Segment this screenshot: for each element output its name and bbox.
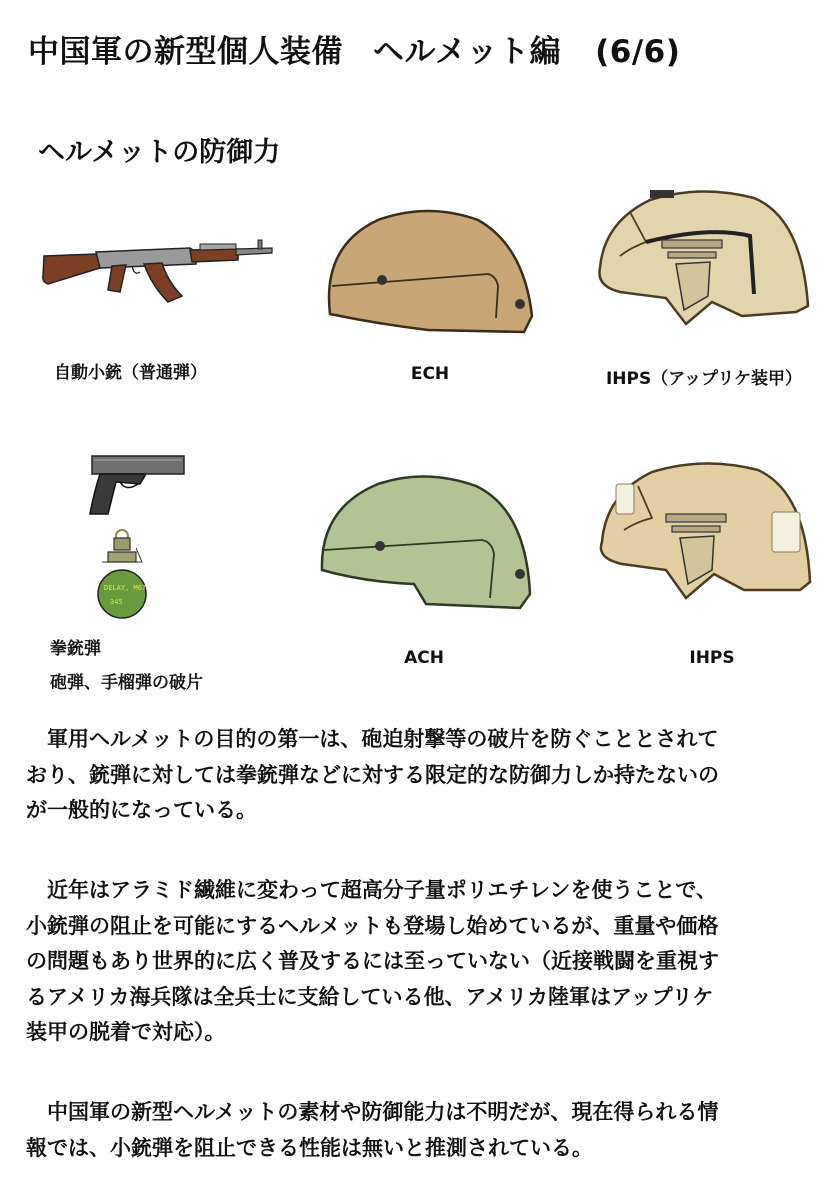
ihps-helmet-image: [592, 458, 814, 610]
text-line: 装甲の脱着で対応）。: [26, 1020, 226, 1044]
grenade-icon: [96, 528, 146, 632]
ihps-label: IHPS: [689, 648, 735, 668]
page-number: (6/6): [595, 34, 681, 70]
paragraph-3: [26, 1095, 816, 1166]
ihps-applique-label: IHPS（アップリケ装甲）: [605, 369, 803, 389]
text-line: 軍用ヘルメットの目的の第一は、砲迫射撃等の破片を防ぐこととされて: [26, 727, 719, 751]
section-heading: ヘルメットの防御力: [38, 137, 281, 168]
fragment-caption: 砲弾、手榴弾の破片: [50, 673, 203, 693]
pistol-caption: 拳銃弾: [50, 639, 101, 659]
text-line: おり、銃弾に対しては拳銃弾などに対する限定的な防御力しか持たないの: [26, 762, 719, 787]
ach-helmet-image: [314, 472, 536, 610]
ihps-applique-helmet-image: [590, 186, 812, 336]
ech-label: ECH: [410, 364, 450, 384]
pistol-icon: [86, 452, 190, 518]
rifle-caption: 自動小銃（普通弾）: [54, 363, 207, 383]
paragraph-1: [26, 722, 816, 829]
grenade-label: DELAY, M67: [104, 584, 147, 592]
ach-label: ACH: [404, 648, 444, 668]
text-line: が一般的になっている。: [26, 798, 257, 822]
text-line: 小銃弾の阻止を可能にするヘルメットも登場し始めているが、重量や価格: [26, 913, 719, 938]
title-main: 中国軍の新型個人装備: [28, 34, 343, 70]
text-line: 近年はアラミド繊維に変わって超高分子量ポリエチレンを使うことで、: [26, 878, 718, 902]
text-line: 中国軍の新型ヘルメットの素材や防御能力は不明だが、現在得られる情: [26, 1100, 719, 1124]
page-title: [28, 26, 680, 71]
text-line: るアメリカ海兵隊は全兵士に支給している他、アメリカ陸軍はアップリケ: [26, 984, 714, 1009]
ech-helmet-image: [318, 206, 538, 338]
rifle-icon: [40, 232, 275, 304]
text-line: 報では、小銃弾を阻止できる性能は無いと推測されている。: [26, 1135, 593, 1160]
paragraph-2: [26, 873, 816, 1051]
text-line: の問題もあり世界的に広く普及するには至っていない（近接戦闘を重視す: [26, 949, 719, 973]
grenade-number: 345: [110, 598, 123, 606]
title-subtitle: ヘルメット編: [373, 34, 562, 70]
